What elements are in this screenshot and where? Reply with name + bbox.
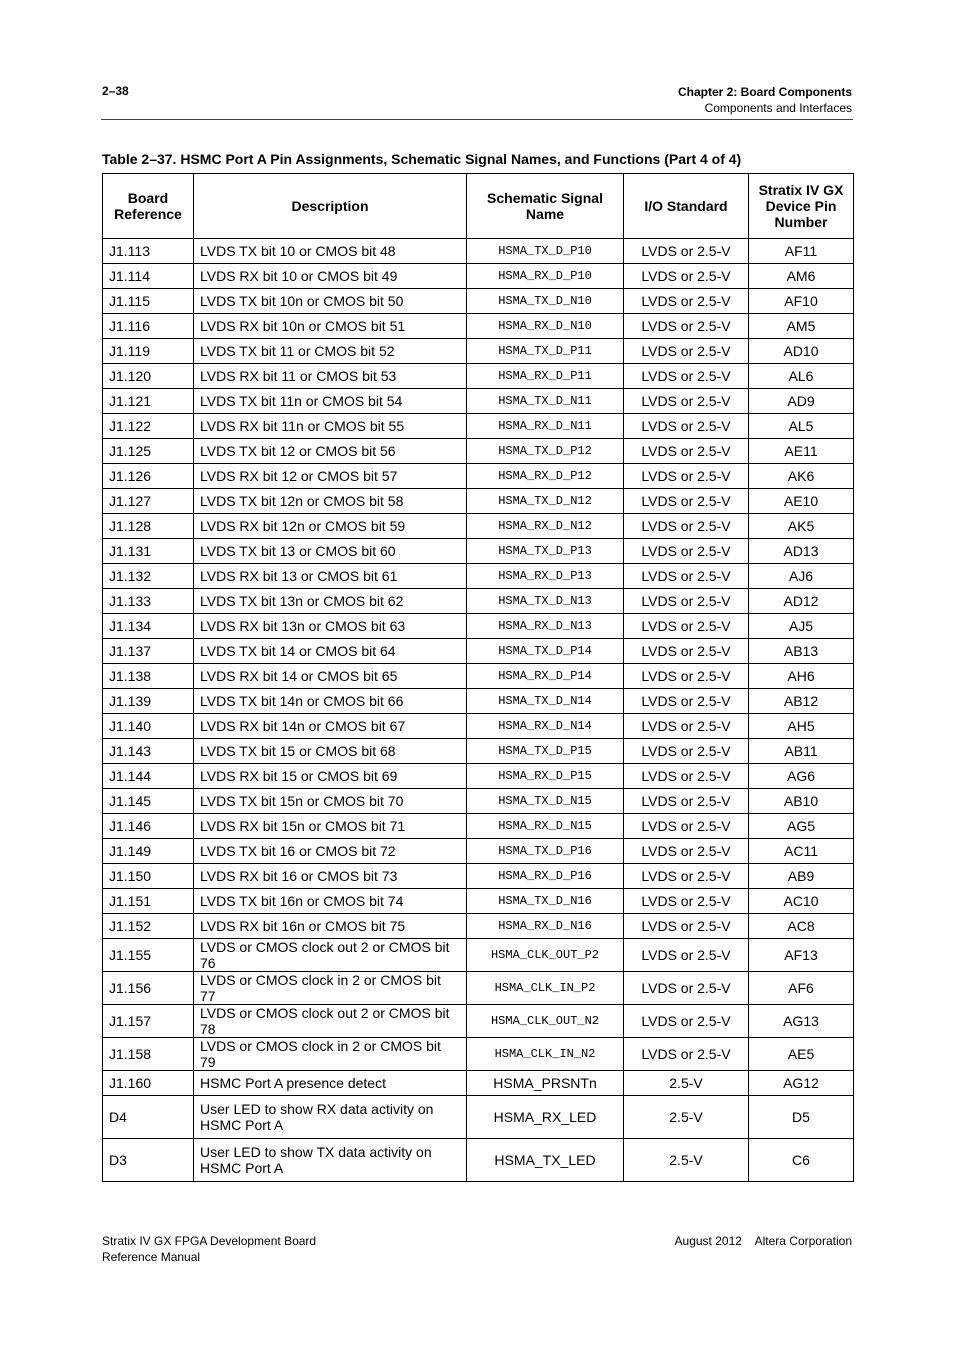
- cell-board-reference: J1.157: [103, 1005, 194, 1038]
- cell-board-reference: J1.127: [103, 489, 194, 514]
- cell-description: LVDS RX bit 12n or CMOS bit 59: [194, 514, 467, 539]
- cell-board-reference: J1.119: [103, 339, 194, 364]
- cell-signal-name: HSMA_RX_D_P16: [467, 864, 624, 889]
- cell-board-reference: J1.133: [103, 589, 194, 614]
- cell-pin-number: AB11: [749, 739, 854, 764]
- cell-pin-number: AF11: [749, 239, 854, 264]
- cell-description: LVDS or CMOS clock out 2 or CMOS bit 78: [194, 1005, 467, 1038]
- page-number: 2–38: [102, 84, 129, 98]
- cell-io-standard: LVDS or 2.5-V: [624, 939, 749, 972]
- cell-io-standard: LVDS or 2.5-V: [624, 314, 749, 339]
- table-header-row: [103, 174, 854, 239]
- table-row: [103, 339, 854, 364]
- cell-pin-number: AF10: [749, 289, 854, 314]
- cell-pin-number: AG12: [749, 1071, 854, 1096]
- cell-pin-number: AL5: [749, 414, 854, 439]
- cell-board-reference: J1.152: [103, 914, 194, 939]
- cell-pin-number: AJ6: [749, 564, 854, 589]
- cell-description: LVDS RX bit 13 or CMOS bit 61: [194, 564, 467, 589]
- table-row: [103, 564, 854, 589]
- cell-description: LVDS TX bit 12n or CMOS bit 58: [194, 489, 467, 514]
- cell-signal-name: HSMA_TX_D_P16: [467, 839, 624, 864]
- cell-signal-name: HSMA_RX_D_N16: [467, 914, 624, 939]
- cell-board-reference: D3: [103, 1139, 194, 1182]
- cell-io-standard: LVDS or 2.5-V: [624, 1038, 749, 1071]
- cell-board-reference: J1.121: [103, 389, 194, 414]
- cell-io-standard: LVDS or 2.5-V: [624, 864, 749, 889]
- cell-description: LVDS or CMOS clock out 2 or CMOS bit 76: [194, 939, 467, 972]
- cell-pin-number: AD9: [749, 389, 854, 414]
- cell-pin-number: AK6: [749, 464, 854, 489]
- cell-description: LVDS TX bit 11 or CMOS bit 52: [194, 339, 467, 364]
- cell-io-standard: LVDS or 2.5-V: [624, 364, 749, 389]
- table-row: [103, 789, 854, 814]
- cell-io-standard: LVDS or 2.5-V: [624, 739, 749, 764]
- cell-signal-name: HSMA_TX_D_P12: [467, 439, 624, 464]
- cell-signal-name: HSMA_CLK_OUT_P2: [467, 939, 624, 972]
- cell-description: LVDS or CMOS clock in 2 or CMOS bit 77: [194, 972, 467, 1005]
- cell-board-reference: J1.134: [103, 614, 194, 639]
- cell-signal-name: HSMA_RX_D_P10: [467, 264, 624, 289]
- pin-assignment-table: [102, 173, 854, 1182]
- cell-description: LVDS RX bit 10n or CMOS bit 51: [194, 314, 467, 339]
- cell-signal-name: HSMA_TX_D_P10: [467, 239, 624, 264]
- cell-description: HSMC Port A presence detect: [194, 1071, 467, 1096]
- cell-io-standard: LVDS or 2.5-V: [624, 289, 749, 314]
- cell-pin-number: AC8: [749, 914, 854, 939]
- cell-signal-name: HSMA_RX_D_N15: [467, 814, 624, 839]
- cell-pin-number: AM6: [749, 264, 854, 289]
- cell-pin-number: C6: [749, 1139, 854, 1182]
- cell-pin-number: AJ5: [749, 614, 854, 639]
- cell-pin-number: AB10: [749, 789, 854, 814]
- table-row: [103, 689, 854, 714]
- cell-io-standard: LVDS or 2.5-V: [624, 689, 749, 714]
- cell-io-standard: LVDS or 2.5-V: [624, 514, 749, 539]
- cell-signal-name: HSMA_RX_D_P12: [467, 464, 624, 489]
- cell-io-standard: LVDS or 2.5-V: [624, 589, 749, 614]
- cell-pin-number: AD10: [749, 339, 854, 364]
- table-row: [103, 1139, 854, 1182]
- cell-signal-name: HSMA_TX_D_P15: [467, 739, 624, 764]
- col-device-pin-number: Stratix IV GX Device Pin Number: [749, 174, 854, 239]
- table-row: [103, 1038, 854, 1071]
- cell-board-reference: J1.114: [103, 264, 194, 289]
- cell-signal-name: HSMA_TX_LED: [467, 1139, 624, 1182]
- cell-pin-number: AH6: [749, 664, 854, 689]
- cell-board-reference: J1.137: [103, 639, 194, 664]
- cell-io-standard: LVDS or 2.5-V: [624, 839, 749, 864]
- cell-board-reference: J1.143: [103, 739, 194, 764]
- cell-description: LVDS TX bit 15n or CMOS bit 70: [194, 789, 467, 814]
- cell-io-standard: LVDS or 2.5-V: [624, 664, 749, 689]
- cell-signal-name: HSMA_RX_D_P11: [467, 364, 624, 389]
- cell-board-reference: J1.144: [103, 764, 194, 789]
- cell-description: LVDS TX bit 14n or CMOS bit 66: [194, 689, 467, 714]
- cell-description: LVDS RX bit 14n or CMOS bit 67: [194, 714, 467, 739]
- cell-description: LVDS RX bit 12 or CMOS bit 57: [194, 464, 467, 489]
- cell-io-standard: LVDS or 2.5-V: [624, 1005, 749, 1038]
- cell-description: LVDS TX bit 13n or CMOS bit 62: [194, 589, 467, 614]
- cell-board-reference: J1.128: [103, 514, 194, 539]
- cell-io-standard: LVDS or 2.5-V: [624, 414, 749, 439]
- table-row: [103, 489, 854, 514]
- table-row: [103, 364, 854, 389]
- cell-pin-number: AL6: [749, 364, 854, 389]
- cell-description: LVDS TX bit 12 or CMOS bit 56: [194, 439, 467, 464]
- cell-signal-name: HSMA_PRSNTn: [467, 1071, 624, 1096]
- table-row: [103, 864, 854, 889]
- cell-board-reference: J1.160: [103, 1071, 194, 1096]
- section-title: Components and Interfaces: [704, 101, 852, 115]
- col-schematic-signal-name: Schematic Signal Name: [467, 174, 624, 239]
- cell-pin-number: AG6: [749, 764, 854, 789]
- cell-pin-number: AD12: [749, 589, 854, 614]
- cell-pin-number: AE11: [749, 439, 854, 464]
- cell-io-standard: LVDS or 2.5-V: [624, 914, 749, 939]
- cell-pin-number: AG5: [749, 814, 854, 839]
- table-row: [103, 839, 854, 864]
- cell-pin-number: AB13: [749, 639, 854, 664]
- cell-description: LVDS TX bit 13 or CMOS bit 60: [194, 539, 467, 564]
- cell-board-reference: J1.150: [103, 864, 194, 889]
- cell-pin-number: AE5: [749, 1038, 854, 1071]
- table-row: [103, 514, 854, 539]
- cell-board-reference: J1.132: [103, 564, 194, 589]
- table-row: [103, 714, 854, 739]
- cell-io-standard: LVDS or 2.5-V: [624, 489, 749, 514]
- cell-signal-name: HSMA_TX_D_P14: [467, 639, 624, 664]
- table-row: [103, 289, 854, 314]
- table-row: [103, 939, 854, 972]
- cell-io-standard: LVDS or 2.5-V: [624, 339, 749, 364]
- cell-description: LVDS TX bit 16 or CMOS bit 72: [194, 839, 467, 864]
- cell-signal-name: HSMA_RX_D_P14: [467, 664, 624, 689]
- cell-pin-number: AC11: [749, 839, 854, 864]
- cell-io-standard: LVDS or 2.5-V: [624, 639, 749, 664]
- cell-description: LVDS RX bit 16n or CMOS bit 75: [194, 914, 467, 939]
- cell-io-standard: 2.5-V: [624, 1096, 749, 1139]
- cell-board-reference: J1.156: [103, 972, 194, 1005]
- cell-io-standard: LVDS or 2.5-V: [624, 764, 749, 789]
- header-rule: [101, 119, 853, 120]
- cell-signal-name: HSMA_TX_D_N15: [467, 789, 624, 814]
- table-row: [103, 314, 854, 339]
- table-row: [103, 1005, 854, 1038]
- cell-board-reference: J1.113: [103, 239, 194, 264]
- cell-signal-name: HSMA_RX_D_P13: [467, 564, 624, 589]
- footer-company: Altera Corporation: [754, 1234, 852, 1248]
- table-row: [103, 589, 854, 614]
- col-description: Description: [194, 174, 467, 239]
- cell-pin-number: AK5: [749, 514, 854, 539]
- cell-signal-name: HSMA_CLK_IN_N2: [467, 1038, 624, 1071]
- table-row: [103, 464, 854, 489]
- cell-description: LVDS TX bit 15 or CMOS bit 68: [194, 739, 467, 764]
- cell-board-reference: J1.116: [103, 314, 194, 339]
- cell-io-standard: LVDS or 2.5-V: [624, 439, 749, 464]
- table-row: [103, 389, 854, 414]
- table-caption: Table 2–37. HSMC Port A Pin Assignments, Schematic Signal Names, and Functions (Part 4 of 4): [102, 151, 742, 167]
- cell-board-reference: J1.158: [103, 1038, 194, 1071]
- table-row: [103, 914, 854, 939]
- chapter-title: Chapter 2: Board Components: [677, 85, 852, 99]
- cell-io-standard: LVDS or 2.5-V: [624, 539, 749, 564]
- cell-board-reference: J1.115: [103, 289, 194, 314]
- cell-signal-name: HSMA_RX_D_N13: [467, 614, 624, 639]
- cell-signal-name: HSMA_RX_D_P15: [467, 764, 624, 789]
- cell-pin-number: AF13: [749, 939, 854, 972]
- table-row: [103, 639, 854, 664]
- cell-board-reference: J1.151: [103, 889, 194, 914]
- cell-signal-name: HSMA_RX_D_N11: [467, 414, 624, 439]
- cell-signal-name: HSMA_TX_D_P13: [467, 539, 624, 564]
- cell-description: LVDS RX bit 16 or CMOS bit 73: [194, 864, 467, 889]
- cell-io-standard: LVDS or 2.5-V: [624, 389, 749, 414]
- col-io-standard: I/O Standard: [624, 174, 749, 239]
- cell-description: LVDS RX bit 15n or CMOS bit 71: [194, 814, 467, 839]
- cell-signal-name: HSMA_RX_D_N12: [467, 514, 624, 539]
- col-board-reference: Board Reference: [103, 174, 194, 239]
- cell-board-reference: J1.140: [103, 714, 194, 739]
- cell-description: User LED to show TX data activity on HSMC Port A: [194, 1139, 467, 1182]
- cell-signal-name: HSMA_TX_D_N12: [467, 489, 624, 514]
- cell-description: LVDS or CMOS clock in 2 or CMOS bit 79: [194, 1038, 467, 1071]
- table-row: [103, 539, 854, 564]
- cell-description: LVDS RX bit 10 or CMOS bit 49: [194, 264, 467, 289]
- table-row: [103, 972, 854, 1005]
- cell-pin-number: AC10: [749, 889, 854, 914]
- table-row: [103, 664, 854, 689]
- cell-io-standard: LVDS or 2.5-V: [624, 814, 749, 839]
- cell-io-standard: 2.5-V: [624, 1071, 749, 1096]
- table-row: [103, 239, 854, 264]
- cell-board-reference: J1.146: [103, 814, 194, 839]
- cell-signal-name: HSMA_TX_D_N11: [467, 389, 624, 414]
- cell-signal-name: HSMA_RX_LED: [467, 1096, 624, 1139]
- cell-io-standard: 2.5-V: [624, 1139, 749, 1182]
- cell-pin-number: D5: [749, 1096, 854, 1139]
- cell-description: LVDS TX bit 11n or CMOS bit 54: [194, 389, 467, 414]
- cell-io-standard: LVDS or 2.5-V: [624, 789, 749, 814]
- cell-board-reference: J1.155: [103, 939, 194, 972]
- cell-signal-name: HSMA_RX_D_N14: [467, 714, 624, 739]
- table-row: [103, 439, 854, 464]
- cell-board-reference: J1.131: [103, 539, 194, 564]
- table-row: [103, 764, 854, 789]
- table-row: [103, 1071, 854, 1096]
- cell-io-standard: LVDS or 2.5-V: [624, 239, 749, 264]
- cell-io-standard: LVDS or 2.5-V: [624, 614, 749, 639]
- footer-date: August 2012: [674, 1234, 742, 1248]
- cell-io-standard: LVDS or 2.5-V: [624, 889, 749, 914]
- cell-io-standard: LVDS or 2.5-V: [624, 972, 749, 1005]
- cell-pin-number: AE10: [749, 489, 854, 514]
- cell-description: LVDS TX bit 16n or CMOS bit 74: [194, 889, 467, 914]
- footer-manual-line2: Reference Manual: [102, 1250, 201, 1264]
- cell-io-standard: LVDS or 2.5-V: [624, 714, 749, 739]
- cell-signal-name: HSMA_TX_D_N13: [467, 589, 624, 614]
- cell-description: LVDS TX bit 10 or CMOS bit 48: [194, 239, 467, 264]
- running-header: [678, 84, 852, 116]
- cell-board-reference: J1.120: [103, 364, 194, 389]
- cell-description: LVDS RX bit 14 or CMOS bit 65: [194, 664, 467, 689]
- cell-pin-number: AH5: [749, 714, 854, 739]
- footer-publisher: [675, 1233, 852, 1249]
- cell-description: LVDS TX bit 10n or CMOS bit 50: [194, 289, 467, 314]
- cell-board-reference: J1.126: [103, 464, 194, 489]
- cell-signal-name: HSMA_CLK_OUT_N2: [467, 1005, 624, 1038]
- cell-description: LVDS RX bit 13n or CMOS bit 63: [194, 614, 467, 639]
- table-row: [103, 814, 854, 839]
- cell-signal-name: HSMA_CLK_IN_P2: [467, 972, 624, 1005]
- table-row: [103, 614, 854, 639]
- table-row: [103, 264, 854, 289]
- table-body: [103, 239, 854, 1182]
- cell-signal-name: HSMA_RX_D_N10: [467, 314, 624, 339]
- cell-board-reference: J1.149: [103, 839, 194, 864]
- table-row: [103, 414, 854, 439]
- table-row: [103, 1096, 854, 1139]
- cell-io-standard: LVDS or 2.5-V: [624, 264, 749, 289]
- cell-board-reference: J1.139: [103, 689, 194, 714]
- cell-description: LVDS RX bit 15 or CMOS bit 69: [194, 764, 467, 789]
- cell-signal-name: HSMA_TX_D_N14: [467, 689, 624, 714]
- cell-board-reference: J1.122: [103, 414, 194, 439]
- cell-signal-name: HSMA_TX_D_N10: [467, 289, 624, 314]
- cell-pin-number: AF6: [749, 972, 854, 1005]
- cell-board-reference: J1.145: [103, 789, 194, 814]
- table-row: [103, 889, 854, 914]
- cell-pin-number: AB12: [749, 689, 854, 714]
- cell-description: LVDS TX bit 14 or CMOS bit 64: [194, 639, 467, 664]
- cell-board-reference: D4: [103, 1096, 194, 1139]
- cell-pin-number: AD13: [749, 539, 854, 564]
- cell-io-standard: LVDS or 2.5-V: [624, 464, 749, 489]
- table-row: [103, 739, 854, 764]
- cell-pin-number: AM5: [749, 314, 854, 339]
- cell-description: User LED to show RX data activity on HSMC Port A: [194, 1096, 467, 1139]
- footer-manual-title: [102, 1233, 316, 1265]
- footer-manual-line1: Stratix IV GX FPGA Development Board: [102, 1234, 317, 1248]
- cell-pin-number: AB9: [749, 864, 854, 889]
- cell-signal-name: HSMA_TX_D_N16: [467, 889, 624, 914]
- cell-pin-number: AG13: [749, 1005, 854, 1038]
- cell-description: LVDS RX bit 11n or CMOS bit 55: [194, 414, 467, 439]
- cell-io-standard: LVDS or 2.5-V: [624, 564, 749, 589]
- cell-board-reference: J1.138: [103, 664, 194, 689]
- cell-description: LVDS RX bit 11 or CMOS bit 53: [194, 364, 467, 389]
- cell-board-reference: J1.125: [103, 439, 194, 464]
- cell-signal-name: HSMA_TX_D_P11: [467, 339, 624, 364]
